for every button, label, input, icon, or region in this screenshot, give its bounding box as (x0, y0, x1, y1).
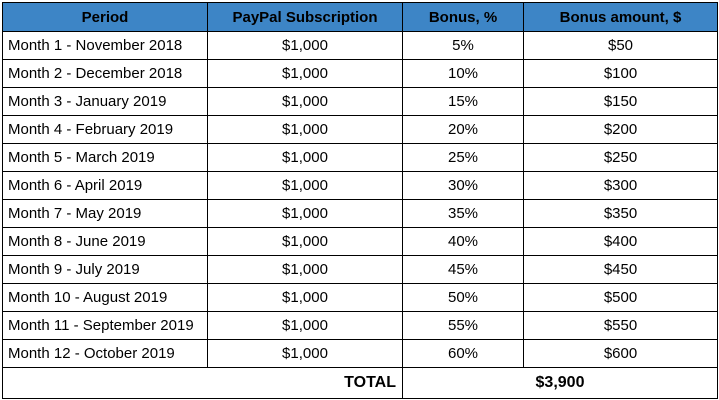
table-row (3, 88, 718, 116)
cell-bonus-pct: 10% (403, 60, 524, 88)
bonus-table (2, 2, 718, 399)
cell-bonus-pct: 55% (403, 312, 524, 340)
cell-subscription: $1,000 (208, 312, 403, 340)
cell-bonus-amount: $250 (524, 144, 718, 172)
header-bonus-amount: Bonus amount, $ (524, 3, 718, 32)
table-row (3, 32, 718, 60)
cell-period: Month 2 - December 2018 (3, 60, 208, 88)
table-row (3, 144, 718, 172)
table-footer (3, 368, 718, 399)
cell-period: Month 6 - April 2019 (3, 172, 208, 200)
header-subscription: PayPal Subscription (208, 3, 403, 32)
cell-period: Month 5 - March 2019 (3, 144, 208, 172)
cell-bonus-amount: $50 (524, 32, 718, 60)
table-row (3, 116, 718, 144)
cell-period: Month 9 - July 2019 (3, 256, 208, 284)
cell-bonus-amount: $600 (524, 340, 718, 368)
cell-bonus-pct: 15% (403, 88, 524, 116)
table-row (3, 312, 718, 340)
total-label: TOTAL (3, 368, 403, 399)
cell-subscription: $1,000 (208, 284, 403, 312)
cell-bonus-pct: 5% (403, 32, 524, 60)
cell-bonus-amount: $150 (524, 88, 718, 116)
table-row (3, 228, 718, 256)
cell-period: Month 1 - November 2018 (3, 32, 208, 60)
table-row (3, 200, 718, 228)
table-body (3, 32, 718, 368)
cell-bonus-pct: 30% (403, 172, 524, 200)
cell-period: Month 12 - October 2019 (3, 340, 208, 368)
cell-subscription: $1,000 (208, 60, 403, 88)
cell-subscription: $1,000 (208, 32, 403, 60)
cell-period: Month 4 - February 2019 (3, 116, 208, 144)
table-row (3, 256, 718, 284)
cell-bonus-amount: $350 (524, 200, 718, 228)
table-row (3, 340, 718, 368)
cell-subscription: $1,000 (208, 116, 403, 144)
cell-subscription: $1,000 (208, 200, 403, 228)
cell-subscription: $1,000 (208, 172, 403, 200)
cell-bonus-pct: 60% (403, 340, 524, 368)
table-row (3, 172, 718, 200)
header-period: Period (3, 3, 208, 32)
header-bonus-pct: Bonus, % (403, 3, 524, 32)
cell-period: Month 7 - May 2019 (3, 200, 208, 228)
cell-bonus-amount: $200 (524, 116, 718, 144)
cell-bonus-amount: $550 (524, 312, 718, 340)
cell-period: Month 11 - September 2019 (3, 312, 208, 340)
cell-bonus-amount: $500 (524, 284, 718, 312)
cell-subscription: $1,000 (208, 144, 403, 172)
total-row (3, 368, 718, 399)
cell-period: Month 10 - August 2019 (3, 284, 208, 312)
cell-bonus-pct: 35% (403, 200, 524, 228)
cell-subscription: $1,000 (208, 340, 403, 368)
cell-bonus-pct: 20% (403, 116, 524, 144)
cell-bonus-amount: $100 (524, 60, 718, 88)
cell-bonus-pct: 45% (403, 256, 524, 284)
cell-bonus-pct: 25% (403, 144, 524, 172)
cell-subscription: $1,000 (208, 88, 403, 116)
table-row (3, 60, 718, 88)
header-row (3, 3, 718, 32)
cell-bonus-amount: $450 (524, 256, 718, 284)
cell-bonus-amount: $400 (524, 228, 718, 256)
table-header (3, 3, 718, 32)
cell-bonus-pct: 50% (403, 284, 524, 312)
cell-bonus-pct: 40% (403, 228, 524, 256)
cell-bonus-amount: $300 (524, 172, 718, 200)
cell-period: Month 8 - June 2019 (3, 228, 208, 256)
table-row (3, 284, 718, 312)
cell-period: Month 3 - January 2019 (3, 88, 208, 116)
cell-subscription: $1,000 (208, 228, 403, 256)
cell-subscription: $1,000 (208, 256, 403, 284)
total-value: $3,900 (403, 368, 718, 399)
